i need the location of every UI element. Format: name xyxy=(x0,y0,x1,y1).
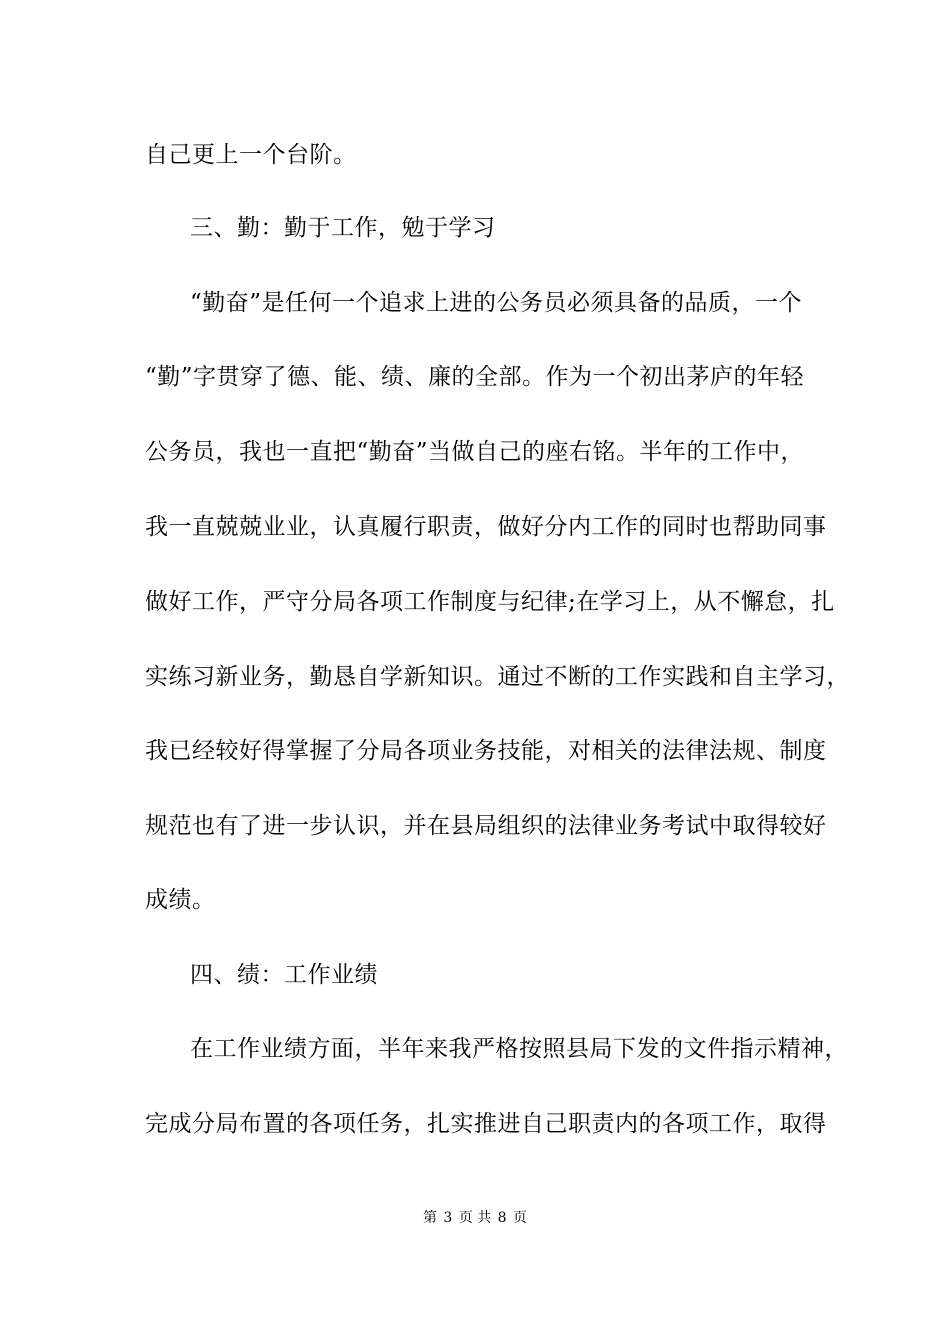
paragraph-line: “勤奋”是任何一个追求上进的公务员必须具备的品质，一个 xyxy=(190,290,803,316)
section-heading-4: 四、绩：工作业绩 xyxy=(190,962,378,988)
page-footer xyxy=(0,1209,950,1227)
section-heading-3: 三、勤：勤于工作，勉于学习 xyxy=(190,215,496,241)
footer-prefix: 第 xyxy=(422,1210,437,1226)
paragraph-line: “勤”字贯穿了德、能、绩、廉的全部。作为一个初出茅庐的年轻 xyxy=(145,364,805,390)
paragraph-line: 实练习新业务，勤恳自学新知识。通过不断的工作实践和自主学习， xyxy=(145,664,850,690)
paragraph-line: 自己更上一个台阶。 xyxy=(145,142,357,168)
footer-middle: 页 共 xyxy=(458,1210,492,1226)
paragraph-line: 在工作业绩方面，半年来我严格按照县局下发的文件指示精神， xyxy=(190,1036,848,1062)
paragraph-line: 我一直兢兢业业，认真履行职责，做好分内工作的同时也帮助同事 xyxy=(145,514,827,540)
paragraph-line: 我已经较好得掌握了分局各项业务技能，对相关的法律法规、制度 xyxy=(145,738,827,764)
paragraph-line: 公务员，我也一直把“勤奋”当做自己的座右铭。半年的工作中， xyxy=(145,439,805,465)
paragraph-line: 成绩。 xyxy=(145,887,216,913)
paragraph-line: 完成分局布置的各项任务，扎实推进自己职责内的各项工作，取得 xyxy=(145,1111,827,1137)
footer-suffix: 页 xyxy=(513,1210,528,1226)
paragraph-line: 做好工作，严守分局各项工作制度与纪律;在学习上，从不懈怠，扎 xyxy=(145,589,835,615)
paragraph-line: 规范也有了进一步认识，并在县局组织的法律业务考试中取得较好 xyxy=(145,813,827,839)
footer-current-page: 3 xyxy=(443,1210,453,1226)
footer-total-pages: 8 xyxy=(497,1210,507,1226)
